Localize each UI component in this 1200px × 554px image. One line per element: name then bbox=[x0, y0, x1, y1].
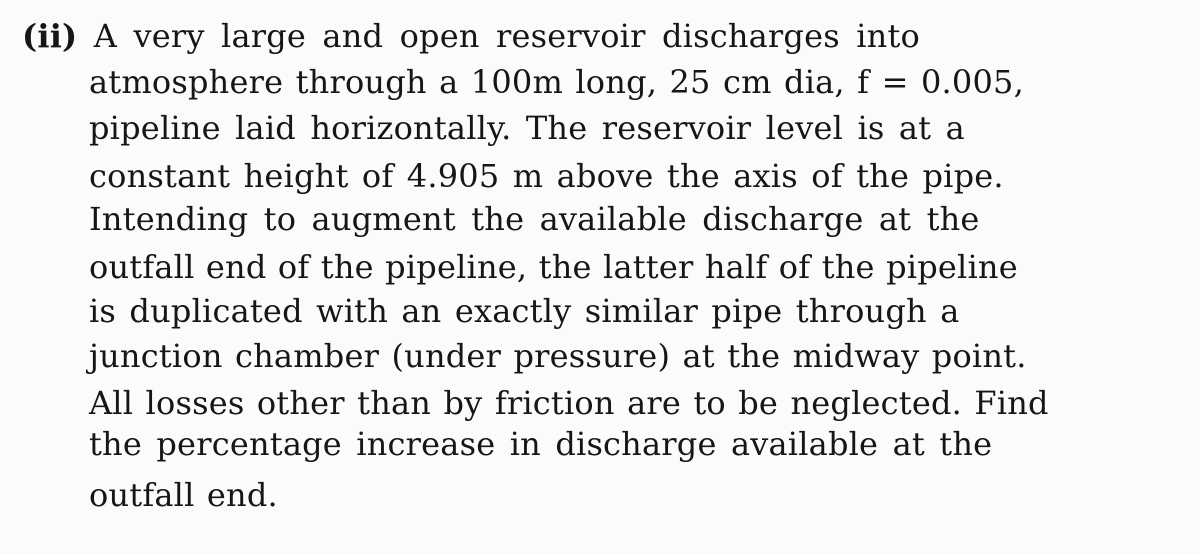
problem-line-7: is duplicated with an exactly similar pipe through a bbox=[89, 292, 960, 330]
problem-label: (ii) bbox=[22, 17, 78, 55]
problem-line-3: pipeline laid horizontally. The reservoir level is at a bbox=[89, 109, 965, 147]
problem-line-4: constant height of 4.905 m above the axis of the pipe. bbox=[89, 157, 1004, 195]
problem-line-8: junction chamber (under pressure) at the midway point. bbox=[89, 337, 1027, 375]
problem-line-2: atmosphere through a 100m long, 25 cm dia, f = 0.005, bbox=[89, 63, 1024, 101]
problem-line-5: Intending to augment the available discharge at the bbox=[89, 200, 980, 238]
problem-line-11: outfall end. bbox=[89, 476, 278, 514]
problem-line-10: the percentage increase in discharge available at the bbox=[89, 425, 993, 463]
problem-line-1 bbox=[22, 16, 920, 56]
problem-line-1-text: A very large and open reservoir discharges into bbox=[93, 17, 921, 55]
problem-line-6: outfall end of the pipeline, the latter half of the pipeline bbox=[89, 248, 1018, 286]
problem-line-9: All losses other than by friction are to be neglected. Find bbox=[89, 384, 1049, 422]
